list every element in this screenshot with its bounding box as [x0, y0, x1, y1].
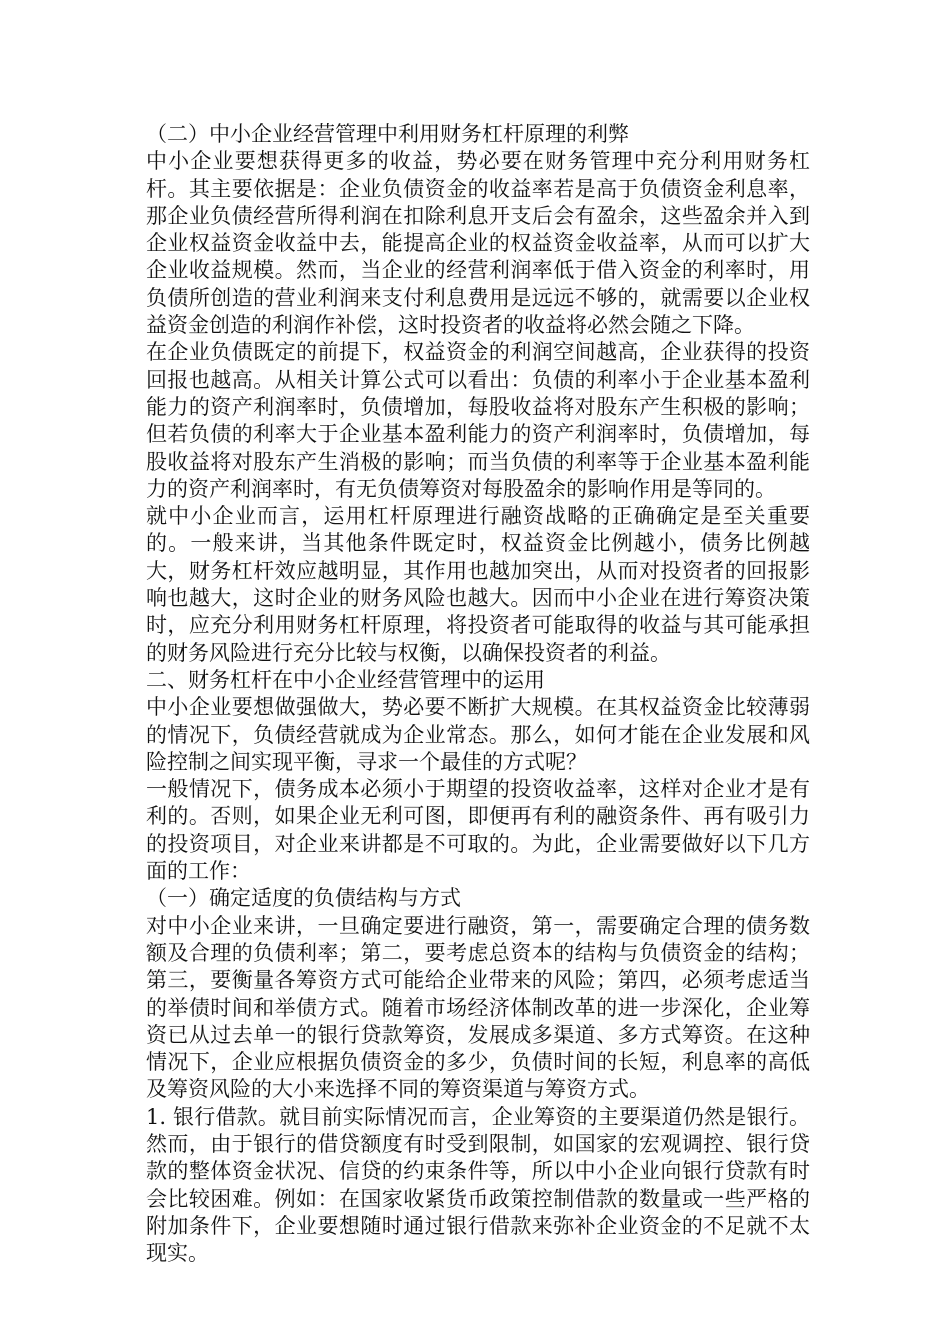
- document-body: [146, 121, 810, 1267]
- paragraph: 对中小企业来讲，一旦确定要进行融资，第一，需要确定合理的债务数额及合理的负债利率；第二，要考虑总资本的结构与负债资金的结构；第三，要衡量各筹资方式可能给企业带来的风险；第四，必须考虑适当的举债时间和举债方式。随着市场经济体制改革的进一步深化，企业筹资已从过去单一的银行贷款筹资，发展成多渠道、多方式筹资。在这种情况下，企业应根据负债资金的多少，负债时间的长短，利息率的高低及筹资风险的大小来选择不同的筹资渠道与筹资方式。: [146, 913, 810, 1102]
- paragraph: 中小企业要想获得更多的收益，势必要在财务管理中充分利用财务杠杆。其主要依据是：企业负债资金的收益率若是高于负债资金利息率，那企业负债经营所得利润在扣除利息开支后会有盈余，这些盈余并入到企业权益资金收益中去，能提高企业的权益资金收益率，从而可以扩大企业收益规模。然而，当企业的经营利润率低于借入资金的利率时，用负债所创造的营业利润来支付利息费用是远远不够的，就需要以企业权益资金创造的利润作补偿，这时投资者的收益将必然会随之下降。: [146, 149, 810, 338]
- paragraph-bank-loan: 1. 银行借款。就目前实际情况而言，企业筹资的主要渠道仍然是银行。然而，由于银行的借贷额度有时受到限制，如国家的宏观调控、银行贷款的整体资金状况、信贷的约束条件等，所以中小企业向银行贷款有时会比较困难。例如：在国家收紧货币政策控制借款的数量或一些严格的附加条件下，企业要想随时通过银行借款来弥补企业资金的不足就不太现实。: [146, 1104, 810, 1266]
- section-heading-application: 二、财务杠杆在中小企业经营管理中的运用: [146, 667, 545, 692]
- paragraph: 一般情况下，债务成本必须小于期望的投资收益率，这样对企业才是有利的。否则，如果企业无利可图，即便再有利的融资条件、再有吸引力的投资项目，对企业来讲都是不可取的。为此，企业需要做好以下几方面的工作：: [146, 777, 810, 884]
- paragraph: 中小企业要想做强做大，势必要不断扩大规模。在其权益资金比较薄弱的情况下，负债经营就成为企业常态。那么，如何才能在企业发展和风险控制之间实现平衡，寻求一个最佳的方式呢？: [146, 695, 810, 774]
- subsection-heading-debt-structure: （一）确定适度的负债结构与方式: [146, 886, 461, 911]
- paragraph: 在企业负债既定的前提下，权益资金的利润空间越高，企业获得的投资回报也越高。从相关计算公式可以看出：负债的利率小于企业基本盈利能力的资产利润率时，负债增加，每股收益将对股东产生积极的影响；但若负债的利率大于企业基本盈利能力的资产利润率时，负债增加，每股收益将对股东产生消极的影响；而当负债的利率等于企业基本盈利能力的资产利润率时，有无负债筹资对每股盈余的影响作用是等同的。: [146, 340, 810, 501]
- subsection-heading-pros-cons: （二）中小企业经营管理中利用财务杠杆原理的利弊: [146, 122, 629, 146]
- paragraph: 就中小企业而言，运用杠杆原理进行融资战略的正确确定是至关重要的。一般来讲，当其他条件既定时，权益资金比例越小，债务比例越大，财务杠杆效应越明显，其作用也越加突出，从而对投资者的回报影响也越大，这时企业的财务风险也越大。因而中小企业在进行筹资决策时，应充分利用财务杠杆原理，将投资者可能取得的收益与其可能承担的财务风险进行充分比较与权衡，以确保投资者的利益。: [146, 504, 810, 665]
